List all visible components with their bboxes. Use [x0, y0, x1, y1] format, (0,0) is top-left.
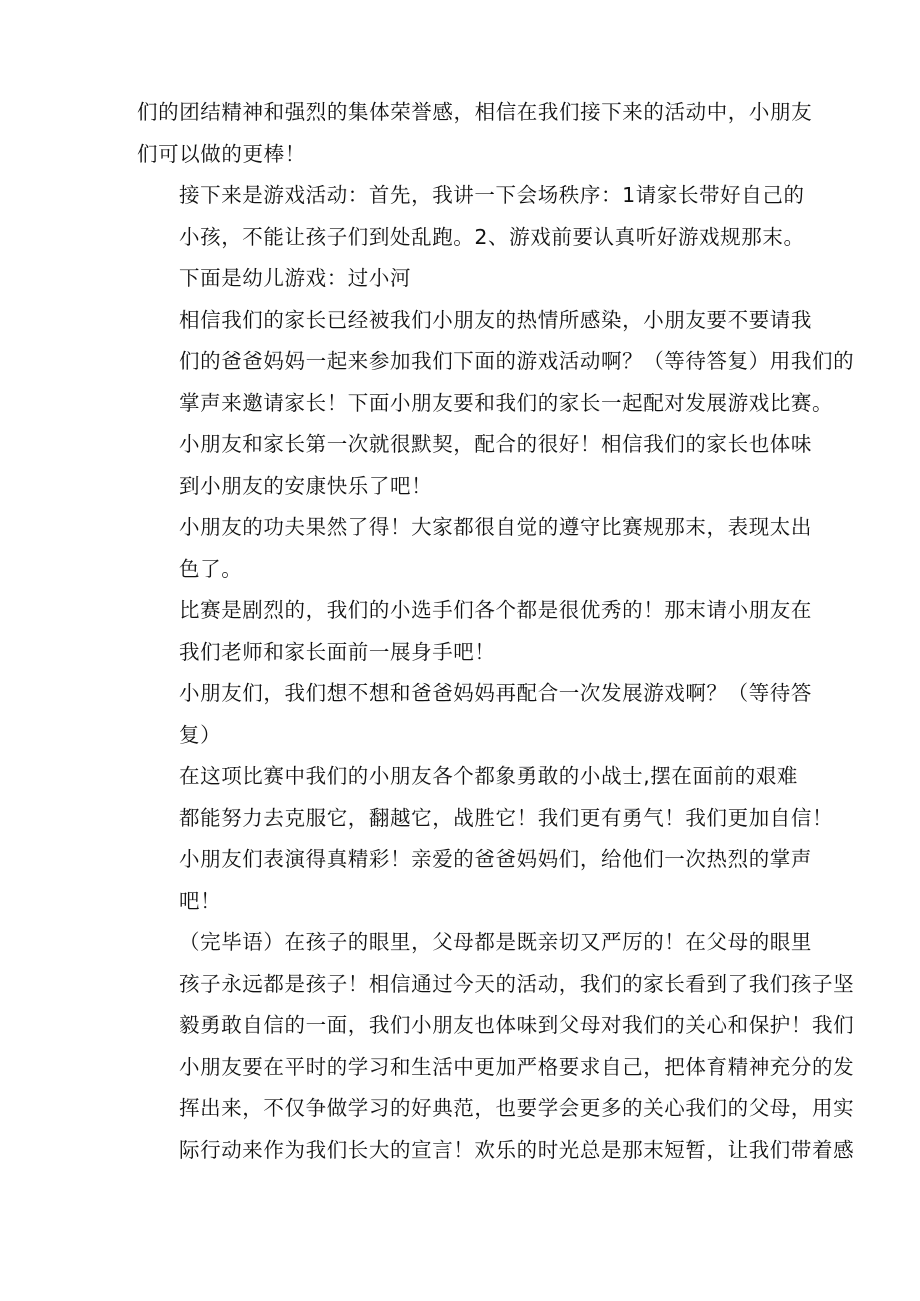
paragraph [137, 922, 855, 1171]
text-line: 下面是幼儿游戏：过小河 [179, 266, 412, 290]
text-line: 色了。 [179, 556, 243, 581]
paragraph [137, 258, 785, 300]
text-line: 小朋友和家长第一次就很默契，配合的很好！相信我们的家长也体味 [179, 432, 812, 456]
text-line: 小朋友们表演得真精彩！亲爱的爸爸妈妈们，给他们一次热烈的掌声 [179, 847, 812, 871]
text-line: 小朋友的功夫果然了得！大家都很自觉的遵守比赛规那末，表现太出 [179, 515, 812, 539]
text-line: 在这项比赛中我们的小朋友各个都象勇敢的小战士,摆在面前的艰难 [179, 764, 799, 788]
text-line: 接下来是游戏活动：首先，我讲一下会场秩序：1请家长带好自己的 [179, 183, 805, 207]
text-line: （完毕语）在孩子的眼里，父母都是既亲切又严厉的！在父母的眼里 [179, 930, 812, 954]
text-line: 际行动来作为我们长大的宣言！欢乐的时光总是那末短暂，让我们带着感 [179, 1137, 855, 1162]
paragraph [137, 756, 834, 839]
text-line: 我们老师和家长面前一展身手吧！ [179, 639, 496, 664]
text-line: 相信我们的家长已经被我们小朋友的热情所感染，小朋友要不要请我 [179, 307, 812, 332]
paragraph [137, 590, 812, 673]
document-body [137, 92, 855, 1171]
paragraph [137, 92, 813, 175]
paragraph [137, 673, 812, 756]
text-line: 毅勇敢自信的一面，我们小朋友也体味到父母对我们的关心和保护！我们 [179, 1013, 855, 1037]
text-line: 小孩，不能让孩子们到处乱跑。2、游戏前要认真听好游戏规那末。 [179, 224, 805, 249]
text-line: 复） [179, 722, 222, 747]
text-line: 们的团结精神和强烈的集体荣誉感，相信在我们接下来的活动中，小朋友 [137, 100, 813, 124]
paragraph [137, 300, 855, 425]
text-line: 吧！ [179, 888, 222, 913]
text-line: 到小朋友的安康快乐了吧！ [179, 473, 433, 498]
paragraph [137, 507, 812, 590]
text-line: 孩子永远都是孩子！相信通过今天的活动，我们的家长看到了我们孩子坚 [179, 971, 855, 996]
text-line: 们的爸爸妈妈一起来参加我们下面的游戏活动啊？（等待答复）用我们的 [179, 349, 855, 373]
text-line: 们可以做的更棒！ [137, 141, 306, 166]
text-line: 都能努力去克服它，翻越它，战胜它！我们更有勇气！我们更加自信！ [179, 805, 834, 830]
paragraph [137, 839, 812, 922]
text-line: 小朋友们，我们想不想和爸爸妈妈再配合一次发展游戏啊？（等待答 [179, 681, 812, 705]
text-line: 掌声来邀请家长！下面小朋友要和我们的家长一起配对发展游戏比赛。 [179, 390, 834, 415]
text-line: 比赛是剧烈的，我们的小选手们各个都是很优秀的！那末请小朋友在 [179, 598, 812, 622]
text-line: 小朋友要在平时的学习和生活中更加严格要求自己，把体育精神充分的发 [179, 1054, 855, 1079]
paragraph [137, 424, 812, 507]
paragraph [137, 175, 805, 258]
text-line: 挥出来，不仅争做学习的好典范，也要学会更多的关心我们的父母，用实 [179, 1096, 855, 1120]
